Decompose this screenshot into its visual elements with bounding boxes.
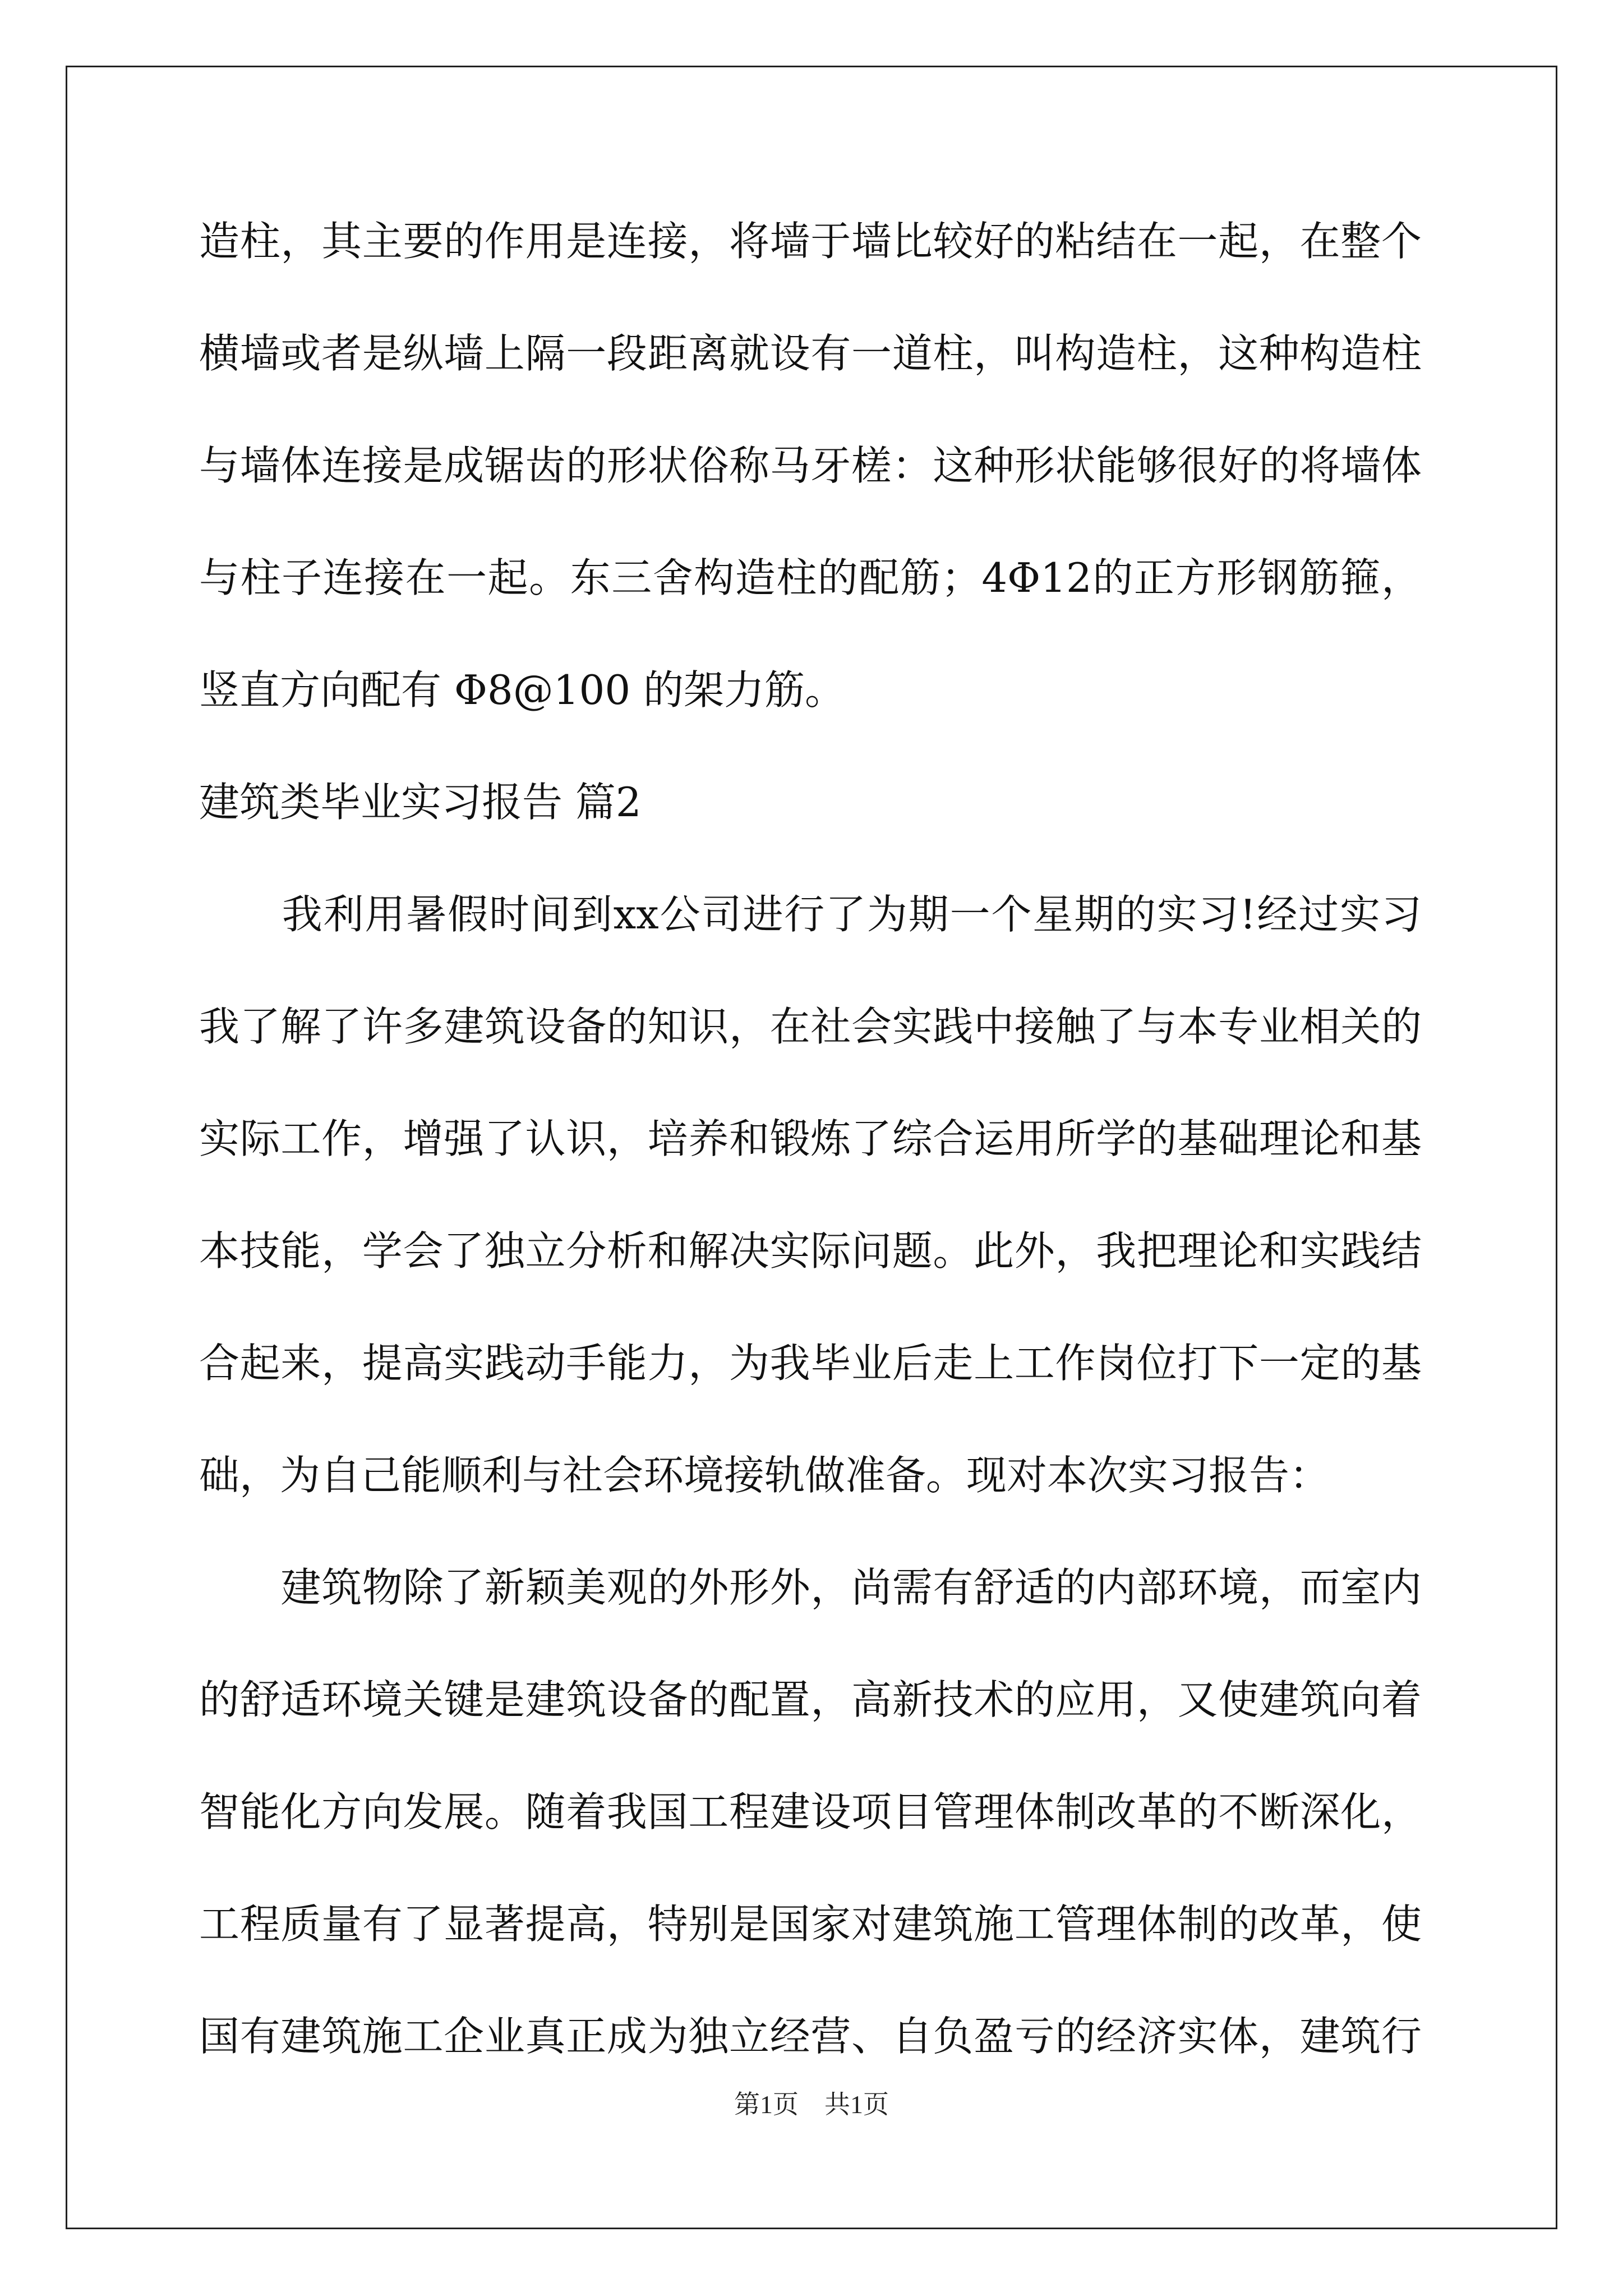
paragraph-line: 国有建筑施工企业真正成为独立经营、自负盈亏的经济实体，建筑行 bbox=[199, 2013, 1422, 2060]
paragraph-line: 的舒适环境关键是建筑设备的配置，高新技术的应用，又使建筑向着 bbox=[199, 1676, 1422, 1723]
paragraph-line: 与柱子连接在一起。东三舍构造柱的配筋；4Φ12的正方形钢筋箍， bbox=[199, 554, 1422, 601]
document-body bbox=[199, 213, 1422, 2120]
paragraph-line: 我利用暑假时间到xx公司进行了为期一个星期的实习!经过实习 bbox=[199, 891, 1422, 938]
paragraph-line: 础，为自己能顺利与社会环境接轨做准备。现对本次实习报告： bbox=[199, 1452, 1330, 1499]
paragraph-line: 实际工作，增强了认识，培养和锻炼了综合运用所学的基础理论和基 bbox=[199, 1115, 1422, 1162]
paragraph-line: 横墙或者是纵墙上隔一段距离就设有一道柱，叫构造柱，这种构造柱 bbox=[199, 330, 1422, 377]
paragraph-line: 与墙体连接是成锯齿的形状俗称马牙槎：这种形状能够很好的将墙体 bbox=[199, 442, 1422, 489]
page-footer: 第1页 共1页 bbox=[734, 2090, 889, 2119]
paragraph-line: 本技能，学会了独立分析和解决实际问题。此外，我把理论和实践结 bbox=[199, 1227, 1422, 1274]
paragraph-line: 竖直方向配有 Φ8@100 的架力筋。 bbox=[199, 666, 846, 714]
paragraph-line: 建筑物除了新颖美观的外形外，尚需有舒适的内部环境，而室内 bbox=[199, 1564, 1422, 1611]
section-heading: 建筑类毕业实习报告 篇2 bbox=[199, 779, 642, 826]
paragraph-line: 工程质量有了显著提高，特别是国家对建筑施工管理体制的改革，使 bbox=[199, 1901, 1422, 1948]
paragraph-line: 造柱，其主要的作用是连接，将墙于墙比较好的粘结在一起，在整个 bbox=[199, 218, 1422, 265]
paragraph-line: 我了解了许多建筑设备的知识，在社会实践中接触了与本专业相关的 bbox=[199, 1003, 1422, 1050]
paragraph-line: 合起来，提高实践动手能力，为我毕业后走上工作岗位打下一定的基 bbox=[199, 1340, 1422, 1387]
paragraph-line: 智能化方向发展。随着我国工程建设项目管理体制改革的不断深化， bbox=[199, 1788, 1422, 1835]
